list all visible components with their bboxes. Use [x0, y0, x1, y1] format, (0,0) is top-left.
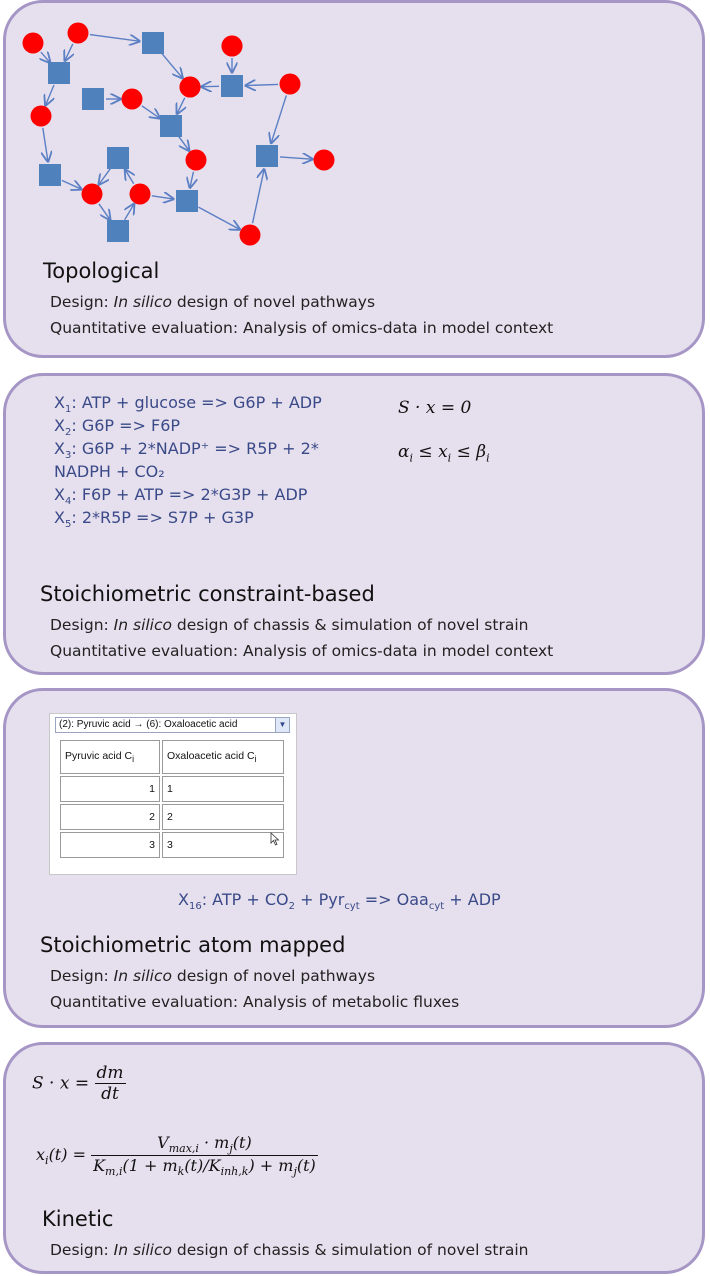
network-edge — [125, 204, 134, 220]
atom-mapped-evaluation-line: Quantitative evaluation: Analysis of metabolic fluxes — [50, 993, 460, 1011]
atom-mapping-table-screenshot — [49, 713, 297, 875]
network-edge — [271, 95, 286, 142]
table-cell[interactable]: 1 — [60, 776, 160, 802]
steady-state-equation: S · x = 0 — [398, 398, 472, 418]
metabolite-node — [68, 23, 89, 44]
kinetic-rate-equation: $x_i(t)$ = $\frac{V_{max,i} \cdot m_j(t)}{K_{m,i}(1 + m_k(t)/K_{inh,k}) + m_j(t)}$ — [36, 1133, 316, 1179]
network-edge — [99, 169, 110, 185]
in-silico-label: In silico — [113, 967, 172, 985]
design-text: design of chassis & simulation of novel strain — [172, 1241, 529, 1259]
reaction-node — [142, 32, 164, 54]
network-edge — [46, 85, 54, 105]
topological-design-line — [50, 293, 375, 311]
column-header-oxaloacetic: Oxaloacetic acid $C_i$ — [162, 740, 284, 774]
table-row — [60, 832, 284, 858]
reaction-line: $X_1$: ATP + glucose => G6P + ADP — [54, 393, 322, 416]
reaction-node — [107, 147, 129, 169]
atom-mapped-heading: Stoichiometric atom mapped — [40, 933, 346, 957]
reaction-line: NADPH + CO₂ — [54, 462, 165, 481]
flux-bounds-equation: $\alpha_i \le x_i \le \beta_i$ — [398, 442, 490, 465]
table-cell[interactable]: 2 — [162, 804, 284, 830]
metabolite-node — [130, 184, 151, 205]
network-edge — [125, 170, 133, 184]
reaction-node — [221, 75, 243, 97]
atom-mapped-panel — [3, 688, 705, 1028]
reaction-node — [82, 88, 104, 110]
mouse-cursor-icon — [270, 832, 280, 846]
network-edge — [152, 196, 173, 199]
column-header-pyruvic: Pyruvic acid $C_i$ — [60, 740, 160, 774]
network-edge — [161, 53, 182, 78]
reaction-line: $X_4$: F6P + ATP => 2*G3P + ADP — [54, 485, 308, 508]
kinetic-design-line — [50, 1241, 528, 1259]
atom-mapping-table — [58, 738, 286, 860]
network-edge — [43, 128, 48, 161]
table-row — [60, 804, 284, 830]
metabolite-node — [314, 150, 335, 171]
reaction-node — [256, 145, 278, 167]
atom-mapped-design-line — [50, 967, 375, 985]
metabolite-node — [240, 225, 261, 246]
in-silico-label: In silico — [113, 616, 172, 634]
network-edge — [65, 44, 73, 61]
topological-evaluation-line: Quantitative evaluation: Analysis of omics-data in model context — [50, 319, 554, 337]
reaction-node — [176, 190, 198, 212]
reaction-line: $X_5$: 2*R5P => S7P + G3P — [54, 508, 254, 531]
metabolite-node — [222, 36, 243, 57]
metabolite-node — [186, 150, 207, 171]
dropdown-value: (2): Pyruvic acid → (6): Oxaloacetic acid — [59, 719, 238, 730]
table-cell[interactable]: 1 — [162, 776, 284, 802]
pyruvate-carboxylase-reaction: $X_{16}$: ATP + $CO_2 + Pyr_{cyt} => Oaa_{cyt}$ + ADP — [178, 890, 501, 913]
reaction-node — [39, 164, 61, 186]
reaction-node — [48, 62, 70, 84]
network-edge — [142, 106, 160, 118]
network-edge — [99, 204, 110, 220]
table-cell[interactable]: 3 — [60, 832, 160, 858]
network-edge — [253, 170, 265, 224]
design-text: design of novel pathways — [172, 967, 376, 985]
network-edge — [198, 207, 239, 229]
metabolite-node — [82, 184, 103, 205]
in-silico-label: In silico — [113, 1241, 172, 1259]
reaction-node — [160, 115, 182, 137]
metabolite-node — [122, 89, 143, 110]
design-label: Design: — [50, 616, 114, 634]
kinetic-panel — [3, 1042, 705, 1274]
design-label: Design: — [50, 293, 114, 311]
chevron-down-icon[interactable]: ▼ — [275, 718, 289, 732]
network-edge — [246, 84, 278, 85]
constraint-design-line — [50, 616, 528, 634]
table-cell[interactable]: 2 — [60, 804, 160, 830]
kinetic-heading: Kinetic — [42, 1207, 114, 1231]
reaction-line: $X_2$: G6P => F6P — [54, 416, 181, 439]
metabolic-network-graph — [6, 3, 706, 263]
network-edge — [190, 172, 193, 188]
network-edge — [280, 157, 312, 159]
reaction-node — [107, 220, 129, 242]
reaction-pair-dropdown[interactable] — [55, 717, 290, 733]
topological-panel — [3, 0, 705, 358]
design-text: design of novel pathways — [172, 293, 376, 311]
metabolite-node — [180, 77, 201, 98]
metabolite-node — [280, 74, 301, 95]
reaction-line: $X_3$: G6P + 2*NADP⁺ => R5P + 2* — [54, 439, 319, 462]
design-label: Design: — [50, 967, 114, 985]
constraint-evaluation-line: Quantitative evaluation: Analysis of omics-data in model context — [50, 642, 554, 660]
table-header-row — [60, 740, 284, 774]
network-edge — [62, 180, 81, 189]
mass-balance-equation: S · x = $\frac{dm}{dt}$ — [32, 1063, 124, 1104]
table-row — [60, 776, 284, 802]
network-edge — [177, 98, 185, 114]
in-silico-label: In silico — [113, 293, 172, 311]
metabolite-node — [31, 106, 52, 127]
network-edge — [41, 52, 50, 62]
design-label: Design: — [50, 1241, 114, 1259]
topological-heading: Topological — [43, 259, 160, 283]
metabolite-node — [23, 33, 44, 54]
network-edge — [179, 136, 189, 150]
design-text: design of chassis & simulation of novel strain — [172, 616, 529, 634]
constraint-heading: Stoichiometric constraint-based — [40, 582, 375, 606]
constraint-based-panel — [3, 373, 705, 675]
table-cell[interactable]: 3 — [162, 832, 284, 858]
network-edge — [90, 35, 139, 42]
